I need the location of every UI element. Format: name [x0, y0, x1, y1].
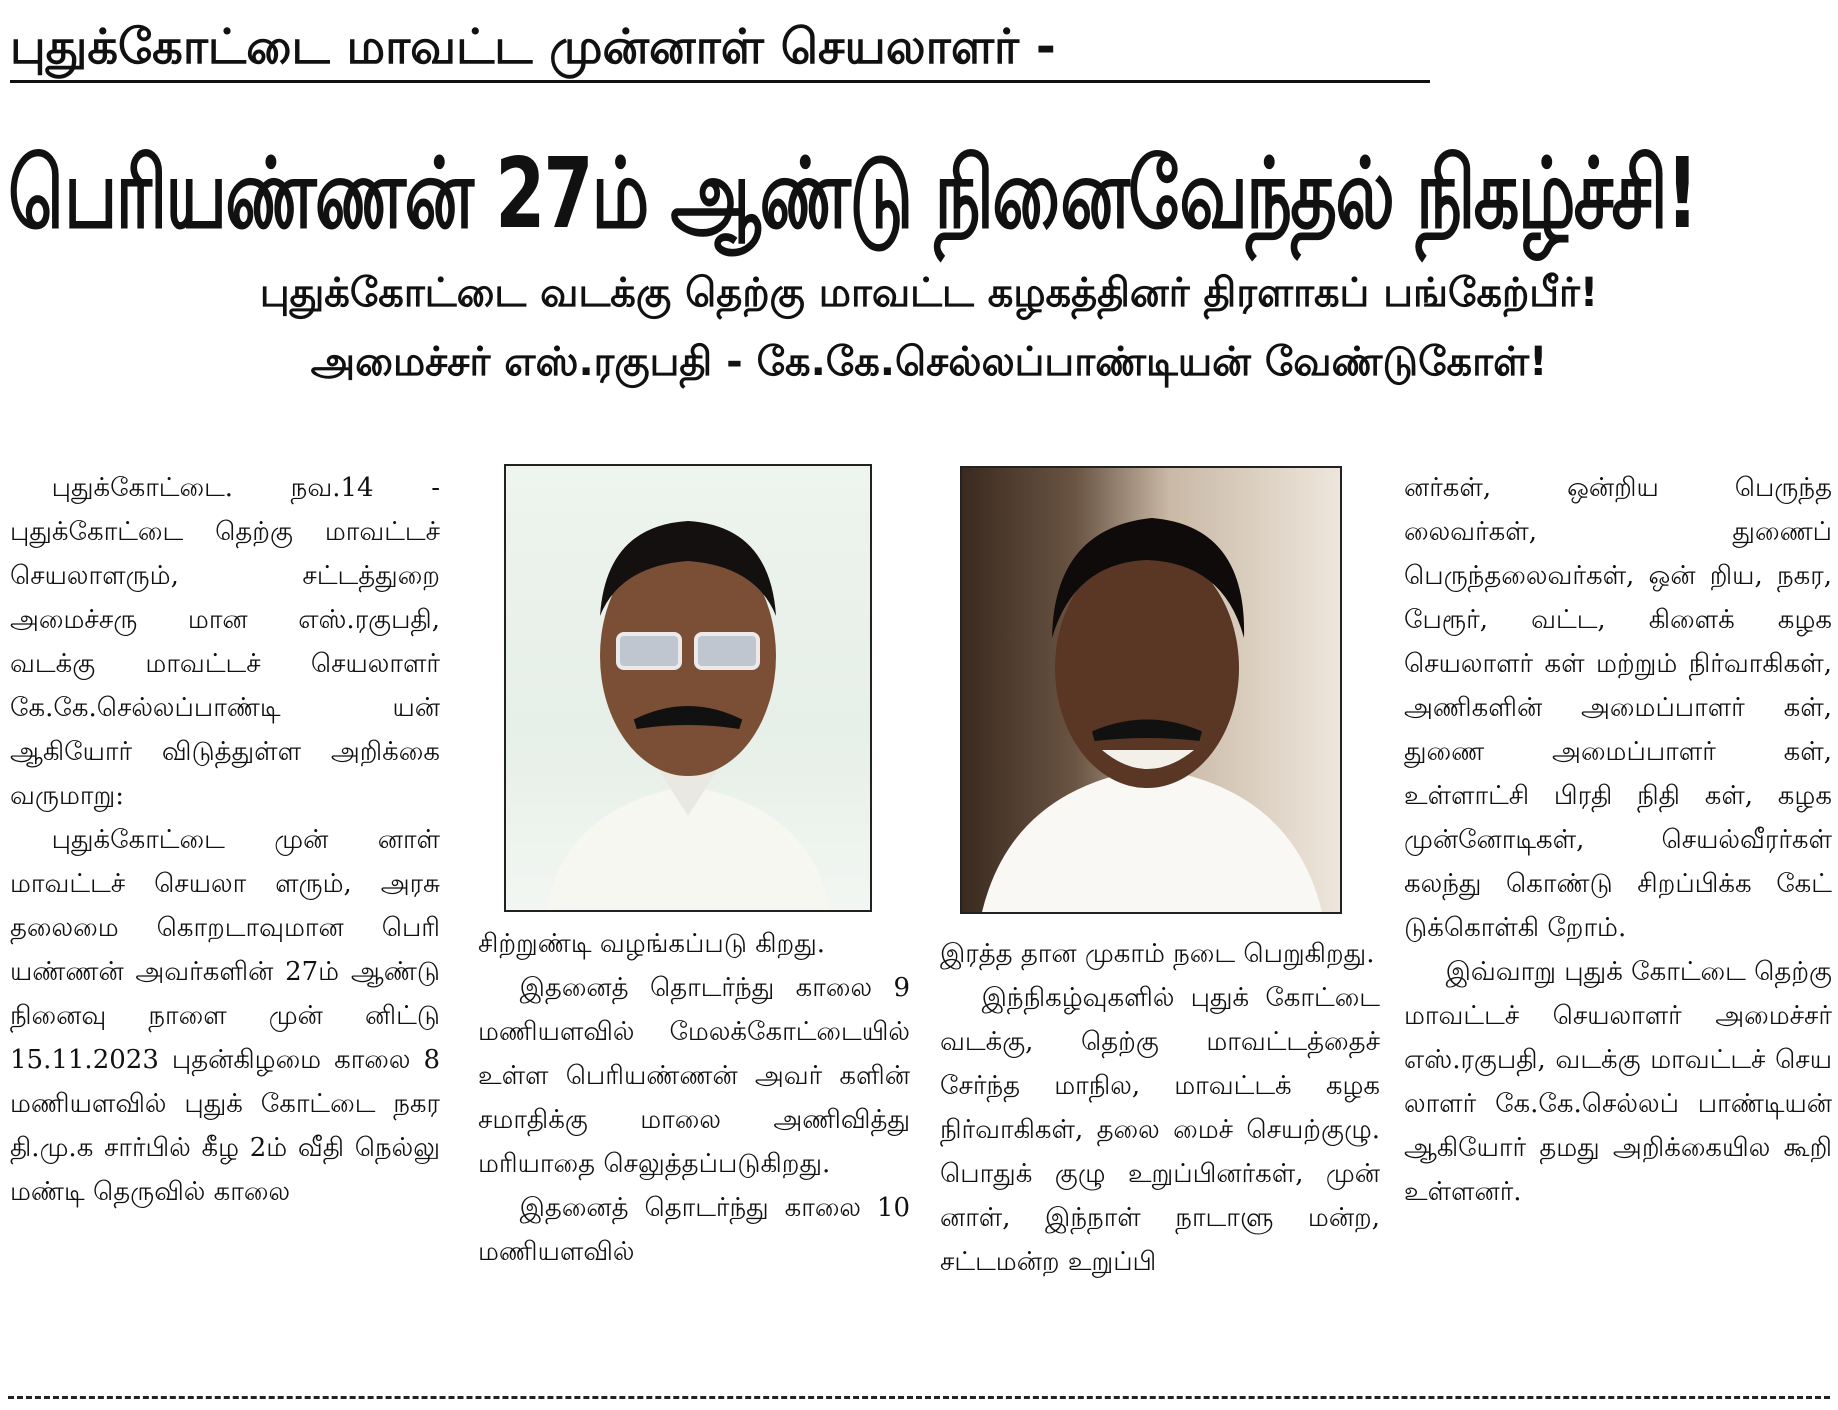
article-column-2	[478, 922, 910, 1274]
article-paragraph: சிற்றுண்டி வழங்கப்படு கிறது.	[478, 929, 826, 959]
portrait-photo-raghupathy	[504, 464, 872, 912]
article-column-1	[10, 466, 440, 1214]
kicker-line: புதுக்கோட்டை மாவட்ட முன்னாள் செயலாளர் -	[10, 14, 1430, 83]
article-paragraph: இதனைத் தொடர்ந்து காலை 9 மணியளவில் மேலக்கோட்டையில் உள்ள பெரியண்ணன் அவர் களின் சமாதிக்கு மாலை அணிவித்து மரியாதை செலுத்தப்படுகிறது.	[478, 973, 910, 1179]
portrait-photo-icon	[506, 466, 870, 910]
bottom-dashed-divider	[8, 1396, 1830, 1399]
article-column-4	[1404, 466, 1832, 1214]
article-paragraph: இரத்த தான முகாம் நடை பெறுகிறது.	[940, 939, 1375, 969]
article-paragraph: னர்கள், ஒன்றிய பெருந்த லைவர்கள், துணைப் பெருந்தலைவர்கள், ஒன் றிய, நகர, பேரூர், வட்ட, கிளைக் கழக செயலாளர் கள் மற்றும் நிர்வாகிகள், அணிகளின் அமைப்பாளர் கள், துணை அமைப்பாளர் கள், உள்ளாட்சி பிரதி நிதி கள், கழக முன்னோடிகள், செயல்வீரர்கள் கலந்து கொண்டு சிறப்பிக்க கேட் டுக்கொள்கி றோம்.	[1404, 473, 1832, 943]
deck-line-2: அமைச்சர் எஸ்.ரகுபதி - கே.கே.செல்லப்பாண்டியன் வேண்டுகோள்!	[310, 339, 1548, 385]
headline: பெரியண்ணன் 27ம் ஆண்டு நினைவேந்தல் நிகழ்ச்சி!	[8, 136, 1697, 250]
article-paragraph: புதுக்கோட்டை. நவ.14 - புதுக்கோட்டை தெற்கு மாவட்டச் செயலாளரும், சட்டத்துறை அமைச்சரு மான எஸ்.ரகுபதி, வடக்கு மாவட்டச் செயலாளர் கே.கே.செல்லப்பாண்டி யன் ஆகியோர் விடுத்துள்ள அறிக்கை வருமாறு:	[10, 473, 440, 811]
article-paragraph: இதனைத் தொடர்ந்து காலை 10 மணியளவில்	[478, 1193, 910, 1267]
article-paragraph: இவ்வாறு புதுக் கோட்டை தெற்கு மாவட்டச் செயலாளர் அமைச்சர் எஸ்.ரகுபதி, வடக்கு மாவட்டச் செய லாளர் கே.கே.செல்லப் பாண்டியன் ஆகியோர் தமது அறிக்கையில கூறி உள்ளனர்.	[1404, 957, 1832, 1207]
article-column-3	[940, 932, 1380, 1284]
article-paragraph: புதுக்கோட்டை முன் னாள் மாவட்டச் செயலா ளரும், அரசு தலைமை கொறடாவுமான பெரி யண்ணன் அவர்களின் 27ம் ஆண்டு நினைவு நாளை முன் னிட்டு 15.11.2023 புதன்கிழமை காலை 8 மணியளவில் புதுக் கோட்டை நகர தி.மு.க சார்பில் கீழ 2ம் வீதி நெல்லு மண்டி தெருவில் காலை	[10, 825, 440, 1207]
article-paragraph: இந்நிகழ்வுகளில் புதுக் கோட்டை வடக்கு, தெற்கு மாவட்டத்தைச் சேர்ந்த மாநில, மாவட்டக் கழக நிர்வாகிகள், தலை மைச் செயற்குழு. பொதுக் குழு உறுப்பினர்கள், முன் னாள், இந்நாள் நாடாளு மன்ற, சட்டமன்ற உறுப்பி	[940, 983, 1380, 1277]
deck-line-1: புதுக்கோட்டை வடக்கு தெற்கு மாவட்ட கழகத்தினர் திரளாகப் பங்கேற்பீர்!	[259, 270, 1599, 316]
portrait-photo-chellapandian	[960, 466, 1342, 914]
portrait-photo-icon	[962, 468, 1340, 912]
